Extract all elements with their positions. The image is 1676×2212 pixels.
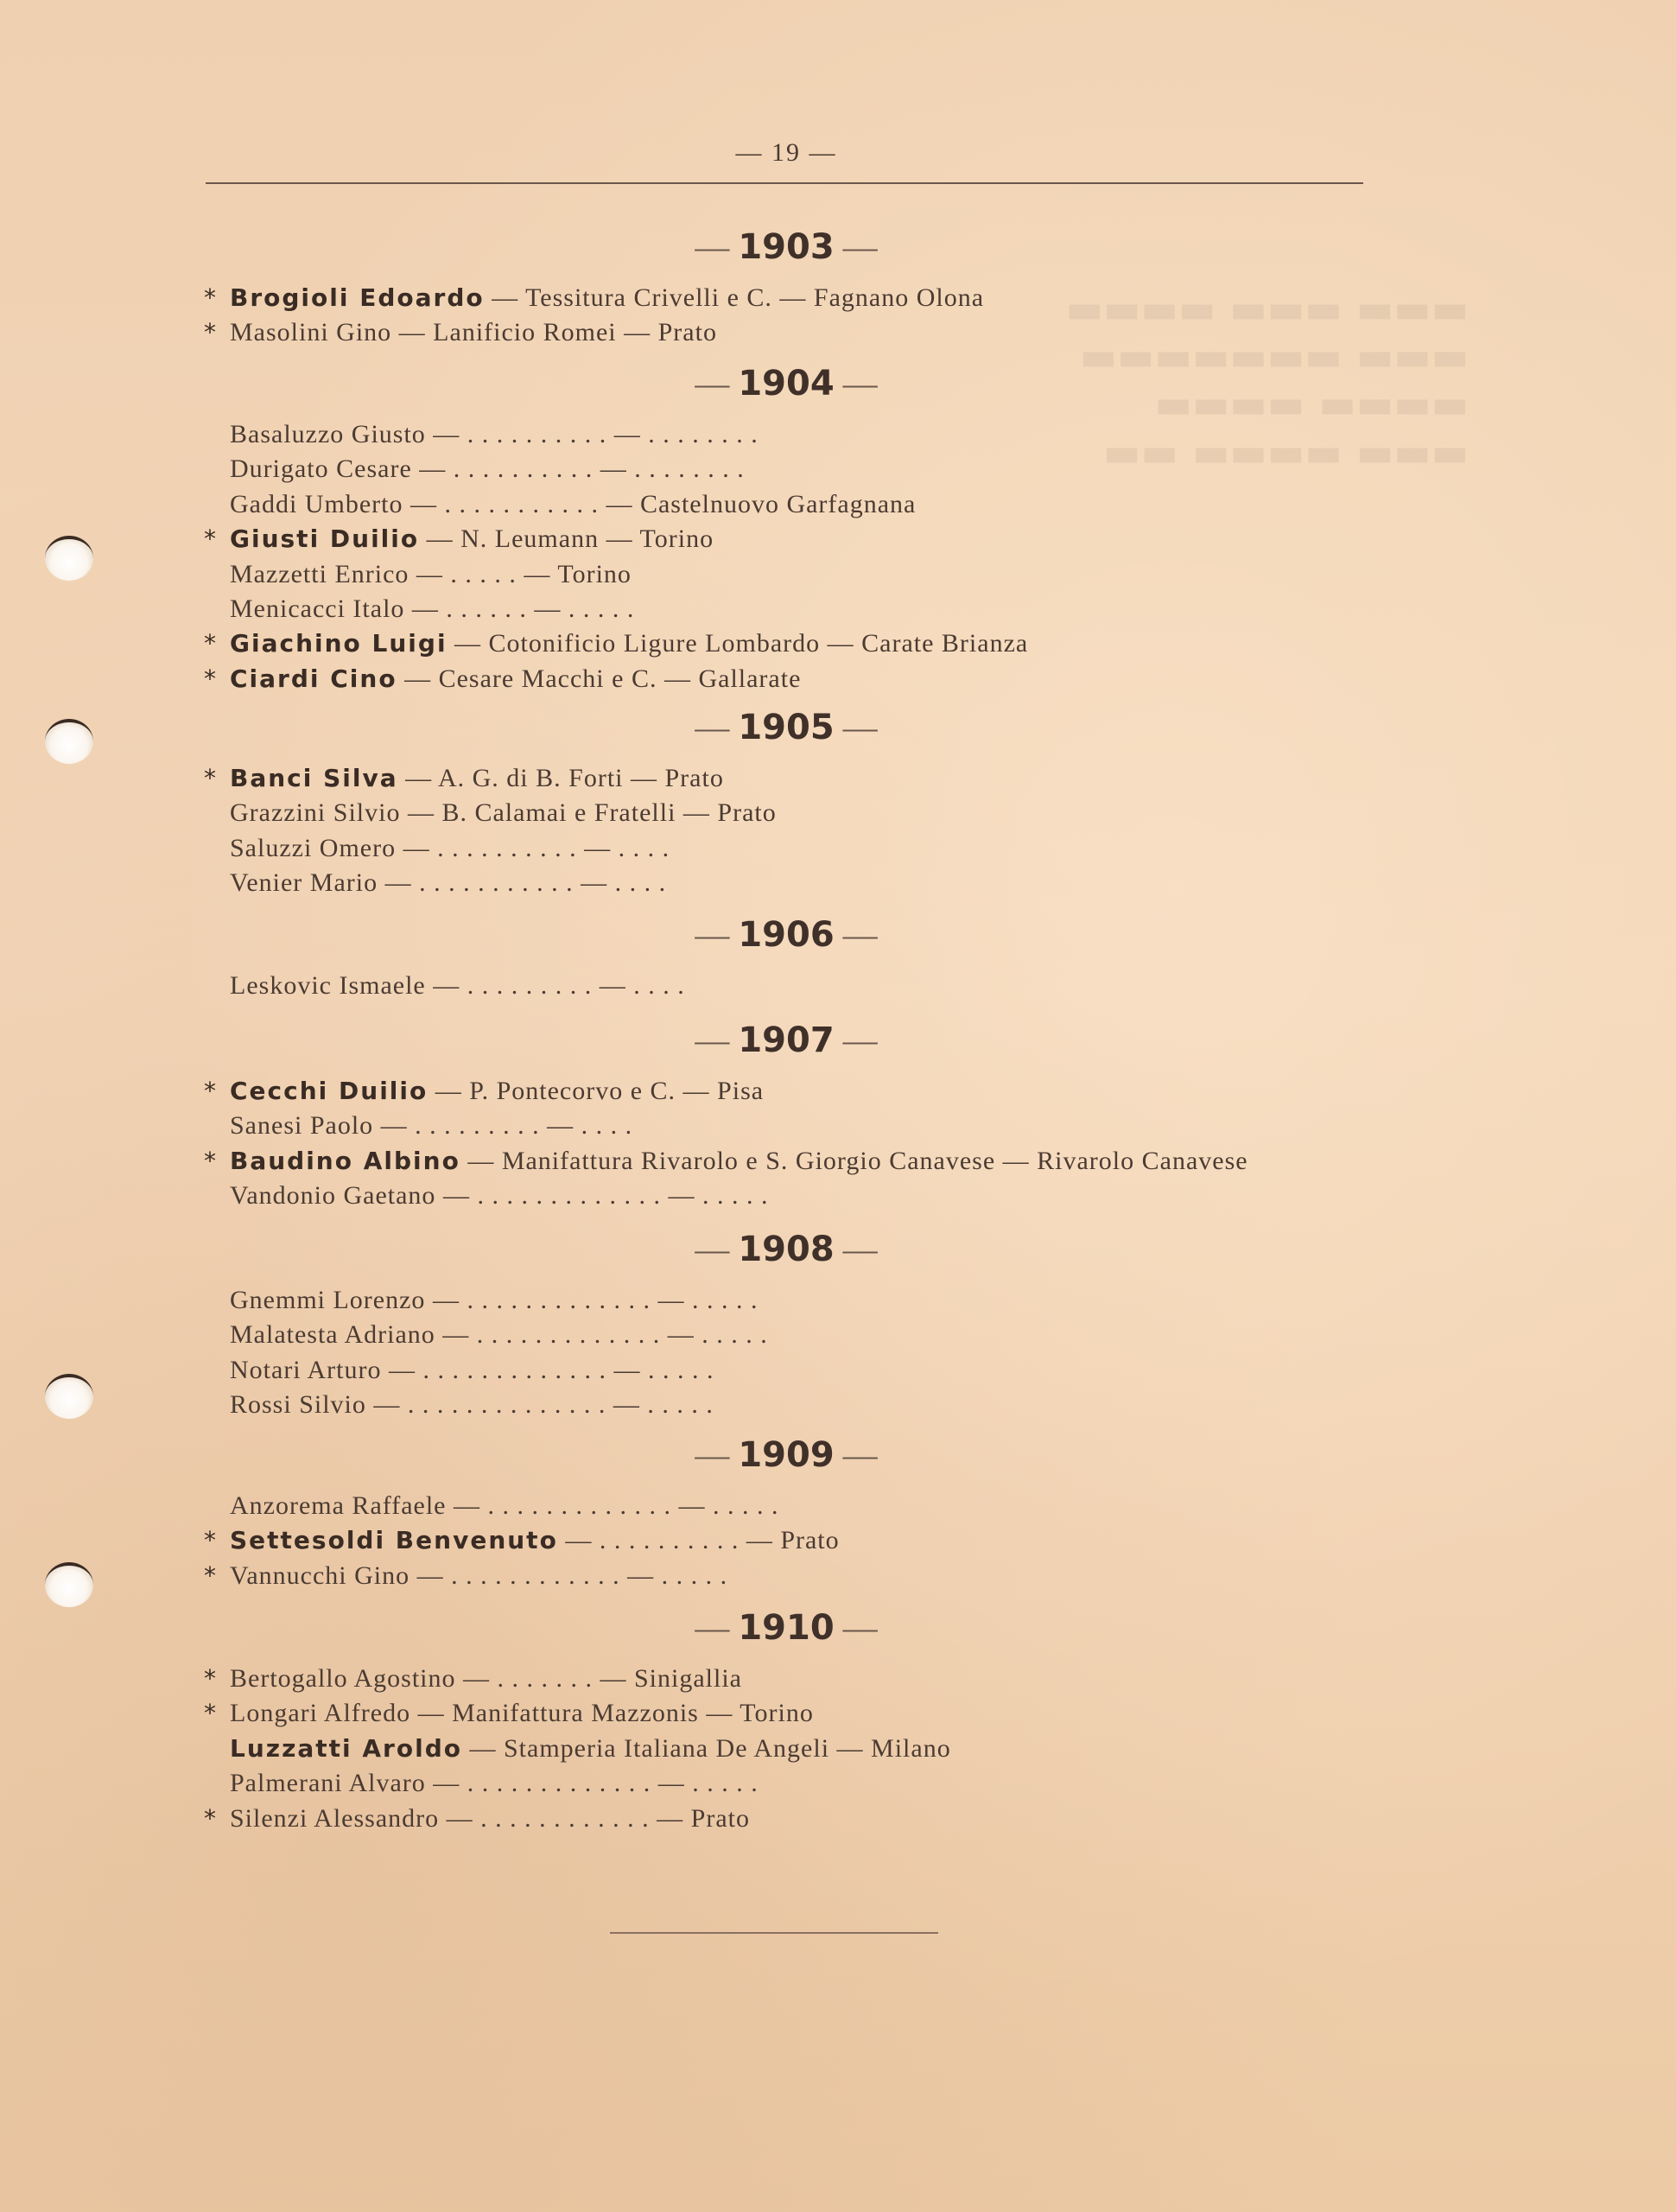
year-dash: — — [695, 227, 739, 266]
graduate-employment: — . . . . . . . . . . . — . . . . — [378, 868, 667, 897]
year-dash: — — [695, 1230, 739, 1268]
graduate-employment: — Cotonificio Ligure Lombardo — Carate Brianza — [447, 629, 1029, 658]
year-dash: — — [834, 364, 878, 403]
graduate-name: Vannucchi Gino — [230, 1561, 410, 1590]
graduate-entry — [204, 1699, 814, 1728]
graduate-employment: — Tessitura Crivelli e C. — Fagnano Olona — [484, 283, 985, 312]
year-dash: — — [695, 708, 739, 747]
graduate-employment: — Stamperia Italiana De Angeli — Milano — [461, 1734, 951, 1763]
graduate-entry — [230, 798, 777, 828]
graduate-name: Silenzi Alessandro — [230, 1804, 440, 1833]
graduate-entry — [230, 1286, 758, 1315]
graduate-entry — [230, 490, 916, 519]
year-label: 1906 — [738, 915, 835, 955]
graduate-entry — [204, 1077, 765, 1106]
graduate-name: Anzorema Raffaele — [230, 1491, 447, 1520]
graduate-name: Masolini Gino — [230, 318, 392, 346]
graduate-entry — [204, 283, 985, 313]
graduate-employment: — Cesare Macchi e C. — Gallarate — [397, 664, 802, 693]
graduate-name: Menicacci Italo — [230, 594, 405, 623]
year-dash: — — [834, 708, 878, 747]
graduate-name: Notari Arturo — [230, 1356, 382, 1384]
year-label: 1904 — [738, 364, 835, 404]
graduate-employment: — . . . . . . . . . — . . . . — [373, 1111, 633, 1140]
year-label: 1905 — [738, 708, 835, 747]
graduate-employment: — . . . . . . . . . . . . . — . . . . . — [425, 1286, 759, 1314]
graduate-employment: — . . . . . . . — Sinigallia — [455, 1664, 742, 1693]
graduate-name: Ciardi Cino — [230, 664, 397, 693]
footer-rule — [610, 1932, 938, 1934]
graduate-employment: — . . . . . — Torino — [409, 560, 632, 588]
asterisk-marker: * — [204, 1147, 217, 1175]
graduate-name: Grazzini Silvio — [230, 798, 401, 827]
graduate-employment: — . . . . . . . . . . . . . — . . . . . — [425, 1769, 759, 1797]
graduate-name: Palmerani Alvaro — [230, 1769, 426, 1797]
asterisk-marker: * — [204, 664, 217, 693]
graduate-employment: — . . . . . . . . . . . — Castelnuovo Garfagnana — [403, 490, 917, 518]
graduate-name: Saluzzi Omero — [230, 834, 397, 862]
graduate-entry — [230, 560, 632, 589]
graduate-name: Giusti Duilio — [230, 524, 420, 553]
year-label: 1903 — [738, 227, 835, 267]
graduate-employment: — . . . . . . . . . . . . . — . . . . . — [435, 1181, 769, 1210]
year-dash: — — [695, 1435, 739, 1474]
year-heading — [0, 1434, 1572, 1475]
year-dash: — — [695, 1020, 739, 1059]
graduate-employment: — P. Pontecorvo e C. — Pisa — [428, 1077, 765, 1105]
asterisk-marker: * — [204, 524, 217, 553]
asterisk-marker: * — [204, 764, 217, 792]
graduate-entry — [204, 318, 717, 347]
year-heading — [0, 1020, 1572, 1060]
graduate-employment: — . . . . . . . . . . . . . . — . . . . . — [365, 1390, 714, 1419]
graduate-entry — [230, 1769, 759, 1798]
year-dash: — — [695, 1608, 739, 1647]
graduate-entry — [230, 1491, 778, 1521]
graduate-name: Cecchi Duilio — [230, 1077, 429, 1105]
bleed-through-text: ▬▬▬ ▬▬▬ ▬▬▬▬ ▬▬▬ ▬▬▬▬▬▬▬ ▬▬▬▬ ▬▬▬▬ ▬▬▬ ▬▬▬▬ ▬▬ — [1065, 285, 1469, 475]
graduate-name: Gnemmi Lorenzo — [230, 1286, 426, 1314]
graduate-name: Basaluzzo Giusto — [230, 420, 426, 448]
year-label: 1907 — [738, 1020, 835, 1060]
year-dash: — — [834, 1020, 878, 1059]
graduate-entry — [204, 1147, 1248, 1176]
graduate-name: Mazzetti Enrico — [230, 560, 409, 588]
year-dash: — — [834, 1230, 878, 1268]
year-dash: — — [695, 364, 739, 403]
graduate-entry — [204, 1664, 742, 1694]
graduate-name: Durigato Cesare — [230, 454, 412, 483]
graduate-entry — [230, 868, 666, 898]
graduate-employment: — . . . . . . — . . . . . — [404, 594, 635, 623]
graduate-employment: — . . . . . . . . . . — . . . . . . . . — [411, 454, 745, 483]
asterisk-marker: * — [204, 283, 217, 312]
page-number: — 19 — — [735, 138, 837, 167]
year-dash: — — [834, 915, 878, 954]
graduate-employment: — . . . . . . . . . . — Prato — [557, 1526, 840, 1554]
year-dash: — — [834, 1435, 878, 1474]
graduate-entry — [204, 1526, 840, 1555]
asterisk-marker: * — [204, 629, 217, 658]
graduate-name: Brogioli Edoardo — [230, 283, 485, 312]
graduate-employment: — . . . . . . . . . . . . . — . . . . . — [381, 1356, 714, 1384]
graduate-name: Leskovic Ismaele — [230, 971, 426, 1000]
year-heading — [0, 914, 1572, 955]
graduate-entry — [230, 1734, 951, 1764]
year-heading — [0, 226, 1572, 267]
year-label: 1909 — [738, 1435, 835, 1475]
graduate-entry — [230, 454, 745, 484]
asterisk-marker: * — [204, 1077, 217, 1105]
graduate-entry — [204, 629, 1029, 658]
graduate-name: Malatesta Adriano — [230, 1320, 435, 1349]
asterisk-marker: * — [204, 1526, 217, 1554]
asterisk-marker: * — [204, 1664, 217, 1693]
asterisk-marker: * — [204, 318, 217, 346]
graduate-employment: — Manifattura Rivarolo e S. Giorgio Canavese — Rivarolo Canavese — [460, 1147, 1248, 1175]
graduate-name: Giachino Luigi — [230, 629, 448, 658]
header-rule — [206, 182, 1363, 184]
graduate-entry — [230, 1111, 632, 1141]
graduate-employment: — . . . . . . . . . . — . . . . — [396, 834, 670, 862]
graduate-name: Rossi Silvio — [230, 1390, 366, 1419]
year-dash: — — [834, 1608, 878, 1647]
graduate-employment: — . . . . . . . . . . . . — Prato — [439, 1804, 750, 1833]
graduate-employment: — N. Leumann — Torino — [419, 524, 714, 553]
asterisk-marker: * — [204, 1699, 217, 1727]
graduate-name: Bertogallo Agostino — [230, 1664, 456, 1693]
graduate-name: Settesoldi Benvenuto — [230, 1526, 558, 1554]
graduate-name: Banci Silva — [230, 764, 398, 792]
graduate-employment: — . . . . . . . . . . . . . — . . . . . — [435, 1320, 768, 1349]
punch-hole — [45, 536, 93, 581]
asterisk-marker: * — [204, 1561, 217, 1590]
year-label: 1908 — [738, 1230, 835, 1269]
year-heading — [0, 1229, 1572, 1269]
graduate-employment: — . . . . . . . . . . . . . — . . . . . — [446, 1491, 779, 1520]
graduate-name: Gaddi Umberto — [230, 490, 403, 518]
graduate-employment: — B. Calamai e Fratelli — Prato — [400, 798, 777, 827]
graduate-name: Vandonio Gaetano — [230, 1181, 436, 1210]
graduate-entry — [230, 971, 685, 1001]
punch-hole — [45, 1562, 93, 1607]
year-heading — [0, 707, 1572, 747]
year-heading — [0, 1607, 1572, 1648]
graduate-entry — [204, 1804, 750, 1834]
graduate-name: Venier Mario — [230, 868, 378, 897]
year-heading — [0, 363, 1572, 404]
graduate-employment: — . . . . . . . . . — . . . . — [425, 971, 685, 1000]
graduate-name: Baudino Albino — [230, 1147, 460, 1175]
year-dash: — — [834, 227, 878, 266]
year-dash: — — [695, 915, 739, 954]
graduate-entry — [230, 1320, 768, 1350]
graduate-entry — [204, 664, 802, 694]
graduate-entry — [230, 1390, 714, 1420]
graduate-employment: — Lanificio Romei — Prato — [391, 318, 717, 346]
graduate-employment: — . . . . . . . . . . — . . . . . . . . — [425, 420, 759, 448]
graduate-entry — [230, 594, 634, 624]
year-label: 1910 — [738, 1608, 835, 1648]
graduate-entry — [204, 1561, 728, 1591]
graduate-entry — [230, 834, 670, 863]
graduate-name: Luzzatti Aroldo — [230, 1734, 462, 1763]
graduate-entry — [230, 1356, 714, 1385]
graduate-employment: — Manifattura Mazzonis — Torino — [410, 1699, 814, 1727]
graduate-entry — [204, 764, 724, 793]
graduate-employment: — A. G. di B. Forti — Prato — [397, 764, 724, 792]
graduate-entry — [230, 420, 759, 449]
graduate-entry — [204, 524, 714, 554]
graduate-name: Longari Alfredo — [230, 1699, 411, 1727]
graduate-employment: — . . . . . . . . . . . . — . . . . . — [409, 1561, 728, 1590]
graduate-entry — [230, 1181, 768, 1211]
graduate-name: Sanesi Paolo — [230, 1111, 374, 1140]
asterisk-marker: * — [204, 1804, 217, 1833]
punch-hole — [45, 1374, 93, 1419]
